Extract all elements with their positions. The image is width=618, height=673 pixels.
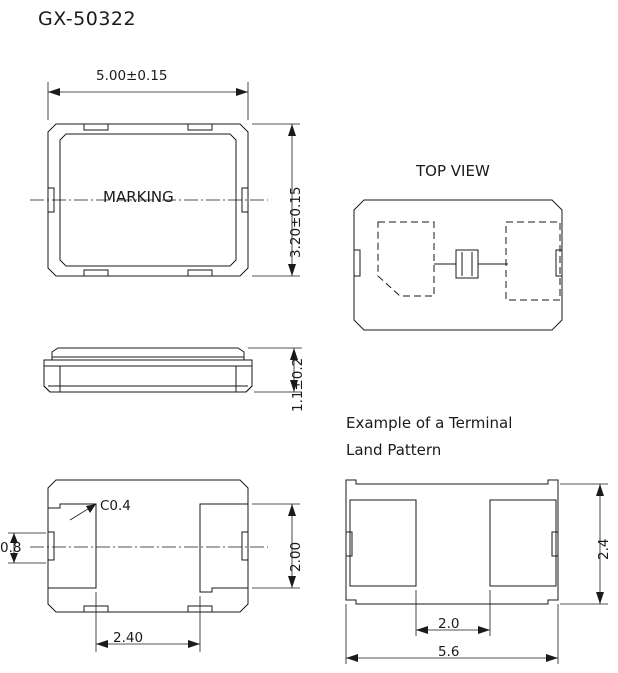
dim-label-land-inner-gap: 2.0 (438, 616, 460, 632)
dim-label-pad-edge-offset: 0.8 (0, 540, 22, 556)
land-pattern-drawing (346, 480, 558, 604)
marking-label: MARKING (103, 188, 174, 206)
dim-label-land-total-width: 5.6 (438, 644, 460, 660)
dim-body-length (48, 82, 248, 120)
dim-label-chamfer: C0.4 (100, 498, 131, 514)
dim-pad-pitch (96, 592, 200, 652)
land-pattern-heading-line1: Example of a Terminal (346, 414, 513, 432)
bottom-view-body (30, 480, 268, 612)
dim-label-pad-pitch: 2.40 (113, 630, 144, 646)
dim-label-land-height: 2.4 (596, 538, 612, 560)
side-view-body (44, 348, 252, 392)
dim-label-body-height: 1.1±0.2 (290, 357, 306, 412)
dim-label-pad-width: 2.00 (288, 541, 304, 572)
page-title: GX-50322 (38, 8, 137, 30)
dim-label-body-length: 5.00±0.15 (96, 68, 168, 84)
top-view-heading: TOP VIEW (416, 162, 490, 180)
land-pattern-heading-line2: Land Pattern (346, 441, 442, 459)
dim-label-body-width: 3.20±0.15 (288, 186, 304, 258)
top-view-drawing (354, 200, 562, 330)
